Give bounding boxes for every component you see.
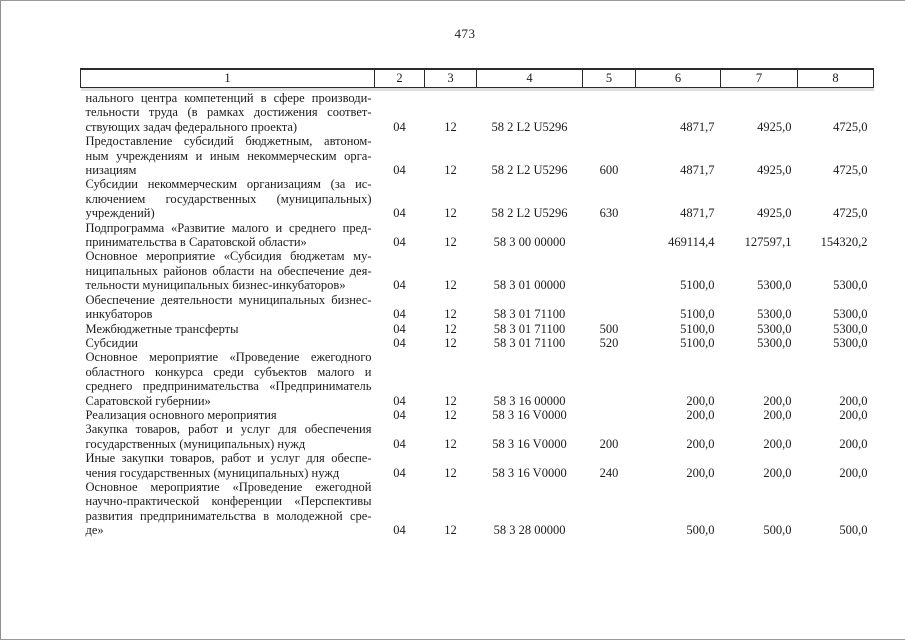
- cell-section-code: 04: [393, 163, 406, 178]
- cell-expense-type-code: [583, 480, 636, 538]
- expense-name-line: чения государственных (муниципальных) нужд: [85, 465, 340, 480]
- cell-amount-year1: 4871,7: [680, 119, 715, 134]
- cell-amount-year3: 5300,0: [833, 335, 868, 350]
- cell-section-code: 04: [393, 206, 406, 221]
- column-header: 2: [375, 69, 425, 88]
- cell-expense-type-code: [583, 350, 636, 408]
- cell-section-code: 04: [393, 278, 406, 293]
- cell-expense-type-code: [583, 221, 636, 250]
- cell-amount-year2: 4925,0: [757, 163, 792, 178]
- expense-name-line: Межбюджетные трансферты: [85, 321, 239, 336]
- cell-target-article-code: 58 3 16 00000: [493, 393, 566, 408]
- expense-name-line: государственных (муниципальных) нужд: [85, 436, 306, 451]
- cell-amount-year1: 200,0: [686, 407, 715, 422]
- table-row: [81, 177, 874, 220]
- cell-expense-name: [81, 221, 375, 250]
- cell-amount-year2: 200,0: [763, 436, 792, 451]
- cell-expense-name: [81, 249, 375, 292]
- cell-target-article-code: 58 3 01 71100: [493, 335, 566, 350]
- expense-name-line: принимательства в Саратовской области»: [85, 235, 307, 250]
- cell-expense-name: [81, 88, 375, 135]
- cell-amount-year3: 4725,0: [833, 206, 868, 221]
- cell-subsection-code: 12: [444, 407, 457, 422]
- cell-subsection-code: 12: [444, 321, 457, 336]
- cell-amount-year1: 469114,4: [668, 235, 715, 250]
- cell-section-code: 04: [393, 119, 406, 134]
- cell-amount-year2: 5300,0: [757, 335, 792, 350]
- cell-amount-year1: 200,0: [686, 465, 715, 480]
- table-row: [81, 322, 874, 336]
- column-header: 8: [798, 69, 874, 88]
- cell-amount-year3: 200,0: [839, 465, 868, 480]
- cell-amount-year2: 200,0: [763, 465, 792, 480]
- table-row: [81, 88, 874, 135]
- table-row: [81, 408, 874, 422]
- table-row: [81, 422, 874, 451]
- cell-expense-type-code: [583, 408, 636, 422]
- table-row: [81, 336, 874, 350]
- cell-section-code: 04: [393, 393, 406, 408]
- cell-expense-type-code: 240: [599, 465, 619, 480]
- cell-amount-year2: 500,0: [763, 523, 792, 538]
- expense-name-line: Подпрограмма «Развитие малого и среднего пред-: [85, 220, 372, 235]
- expense-name-line: ствующих задач федерального проекта): [85, 119, 298, 134]
- cell-amount-year2: 4925,0: [757, 206, 792, 221]
- expense-name-line: тельности труда (в рамках достижения соответ-: [85, 105, 372, 120]
- cell-section-code: 04: [393, 321, 406, 336]
- expense-name-line: Предоставление субсидий бюджетным, автоном-: [85, 134, 372, 149]
- cell-expense-name: [81, 422, 375, 451]
- expense-name-line: ниципальных районов области на обеспечение дея-: [85, 263, 372, 278]
- expense-name-line: инкубаторов: [85, 307, 153, 322]
- cell-expense-name: [81, 134, 375, 177]
- column-header: 3: [425, 69, 477, 88]
- cell-target-article-code: 58 3 16 V0000: [492, 465, 567, 480]
- cell-section-code: 04: [393, 335, 406, 350]
- cell-amount-year2: 4925,0: [757, 119, 792, 134]
- table-row: [81, 249, 874, 292]
- expense-name-line: Субсидии некоммерческим организациям (за ис-: [85, 177, 372, 192]
- table-row: [81, 451, 874, 480]
- cell-amount-year3: 5300,0: [833, 321, 868, 336]
- cell-amount-year1: 200,0: [686, 436, 715, 451]
- cell-target-article-code: 58 3 01 71100: [493, 307, 566, 322]
- cell-target-article-code: 58 3 28 00000: [493, 523, 566, 538]
- cell-amount-year3: 200,0: [839, 436, 868, 451]
- cell-amount-year1: 5100,0: [680, 335, 715, 350]
- cell-amount-year2: 127597,1: [744, 235, 792, 250]
- table-row: [81, 350, 874, 408]
- cell-expense-name: [81, 350, 375, 408]
- cell-subsection-code: 12: [444, 335, 457, 350]
- cell-subsection-code: 12: [444, 436, 457, 451]
- expense-name-line: учреждений): [85, 206, 155, 221]
- column-header: 4: [477, 69, 583, 88]
- expense-name-line: ключением государственных (муниципальных): [85, 191, 372, 206]
- table-row: [81, 221, 874, 250]
- cell-expense-type-code: 500: [599, 321, 619, 336]
- cell-amount-year1: 5100,0: [680, 278, 715, 293]
- cell-amount-year1: 5100,0: [680, 307, 715, 322]
- expense-name-line: Закупка товаров, работ и услуг для обеспечения: [85, 422, 372, 437]
- cell-expense-type-code: 520: [599, 335, 619, 350]
- expense-name-line: Обеспечение деятельности муниципальных бизнес-: [85, 292, 372, 307]
- cell-expense-type-code: [583, 88, 636, 135]
- cell-target-article-code: 58 2 L2 U5296: [491, 206, 568, 221]
- cell-amount-year3: 200,0: [839, 407, 868, 422]
- expense-name-line: научно-практической конференции «Перспективы: [85, 494, 372, 509]
- cell-subsection-code: 12: [444, 393, 457, 408]
- cell-amount-year1: 200,0: [686, 393, 715, 408]
- cell-amount-year3: 4725,0: [833, 163, 868, 178]
- cell-amount-year3: 154320,2: [820, 235, 868, 250]
- expense-name-line: Саратовской губернии»: [85, 393, 211, 408]
- cell-subsection-code: 12: [444, 465, 457, 480]
- cell-amount-year3: 5300,0: [833, 307, 868, 322]
- expense-name-line: де»: [85, 523, 104, 538]
- expense-name-line: Иные закупки товаров, работ и услуг для обеспе-: [85, 451, 372, 466]
- cell-section-code: 04: [393, 307, 406, 322]
- page-number: 473: [454, 26, 476, 41]
- cell-amount-year2: 200,0: [763, 407, 792, 422]
- cell-subsection-code: 12: [444, 278, 457, 293]
- cell-target-article-code: 58 3 00 00000: [493, 235, 566, 250]
- cell-target-article-code: 58 3 01 00000: [493, 278, 566, 293]
- cell-amount-year3: 500,0: [839, 523, 868, 538]
- cell-target-article-code: 58 3 16 V0000: [492, 407, 567, 422]
- cell-amount-year2: 5300,0: [757, 321, 792, 336]
- cell-expense-name: [81, 336, 375, 350]
- cell-amount-year3: 4725,0: [833, 119, 868, 134]
- column-header: 5: [583, 69, 636, 88]
- cell-amount-year1: 5100,0: [680, 321, 715, 336]
- cell-expense-type-code: 600: [599, 163, 619, 178]
- expense-name-line: тельности муниципальных бизнес-инкубаторов»: [85, 278, 346, 293]
- cell-amount-year1: 500,0: [686, 523, 715, 538]
- cell-amount-year2: 5300,0: [757, 307, 792, 322]
- cell-subsection-code: 12: [444, 523, 457, 538]
- cell-section-code: 04: [393, 465, 406, 480]
- table-body: [81, 88, 874, 538]
- expense-name-line: Основное мероприятие «Субсидия бюджетам му-: [85, 249, 372, 264]
- cell-subsection-code: 12: [444, 307, 457, 322]
- cell-target-article-code: 58 3 01 71100: [493, 321, 566, 336]
- expense-name-line: ным учреждениям и иным некоммерческим орга-: [85, 148, 372, 163]
- cell-subsection-code: 12: [444, 235, 457, 250]
- cell-expense-type-code: 630: [599, 206, 619, 221]
- cell-amount-year2: 200,0: [763, 393, 792, 408]
- cell-expense-name: [81, 408, 375, 422]
- cell-amount-year1: 4871,7: [680, 206, 715, 221]
- expense-name-line: Реализация основного мероприятия: [85, 407, 277, 422]
- cell-expense-name: [81, 293, 375, 322]
- cell-expense-name: [81, 177, 375, 220]
- table-row: [81, 134, 874, 177]
- table-header: [81, 69, 874, 88]
- expense-name-line: низациям: [85, 163, 137, 178]
- cell-section-code: 04: [393, 436, 406, 451]
- table-row: [81, 480, 874, 538]
- column-header: 7: [721, 69, 798, 88]
- column-header: 1: [81, 69, 375, 88]
- table-header-row: [81, 69, 874, 88]
- cell-expense-name: [81, 451, 375, 480]
- cell-expense-type-code: [583, 249, 636, 292]
- cell-amount-year3: 200,0: [839, 393, 868, 408]
- expense-name-line: Основное мероприятие «Проведение ежегодного: [85, 350, 372, 365]
- cell-expense-name: [81, 480, 375, 538]
- expense-name-line: нального центра компетенций в сфере производи-: [85, 91, 372, 105]
- cell-target-article-code: 58 3 16 V0000: [492, 436, 567, 451]
- cell-amount-year3: 5300,0: [833, 278, 868, 293]
- budget-table: [80, 68, 874, 538]
- column-header: 6: [636, 69, 721, 88]
- cell-expense-type-code: [583, 293, 636, 322]
- cell-amount-year2: 5300,0: [757, 278, 792, 293]
- cell-subsection-code: 12: [444, 206, 457, 221]
- cell-subsection-code: 12: [444, 119, 457, 134]
- cell-target-article-code: 58 2 L2 U5296: [491, 119, 568, 134]
- cell-subsection-code: 12: [444, 163, 457, 178]
- table-row: [81, 293, 874, 322]
- cell-section-code: 04: [393, 407, 406, 422]
- cell-amount-year1: 4871,7: [680, 163, 715, 178]
- cell-section-code: 04: [393, 523, 406, 538]
- expense-name-line: среднего предпринимательства «Предприниматель: [85, 379, 372, 394]
- cell-target-article-code: 58 2 L2 U5296: [491, 163, 568, 178]
- expense-name-line: развития предпринимательства в молодежной сре-: [85, 508, 372, 523]
- cell-section-code: 04: [393, 235, 406, 250]
- cell-expense-type-code: 200: [599, 436, 619, 451]
- expense-name-line: Основное мероприятие «Проведение ежегодной: [85, 479, 372, 494]
- cell-expense-name: [81, 322, 375, 336]
- expense-name-line: Субсидии: [85, 335, 138, 350]
- expense-name-line: областного конкурса среди субъектов малого и: [85, 364, 372, 379]
